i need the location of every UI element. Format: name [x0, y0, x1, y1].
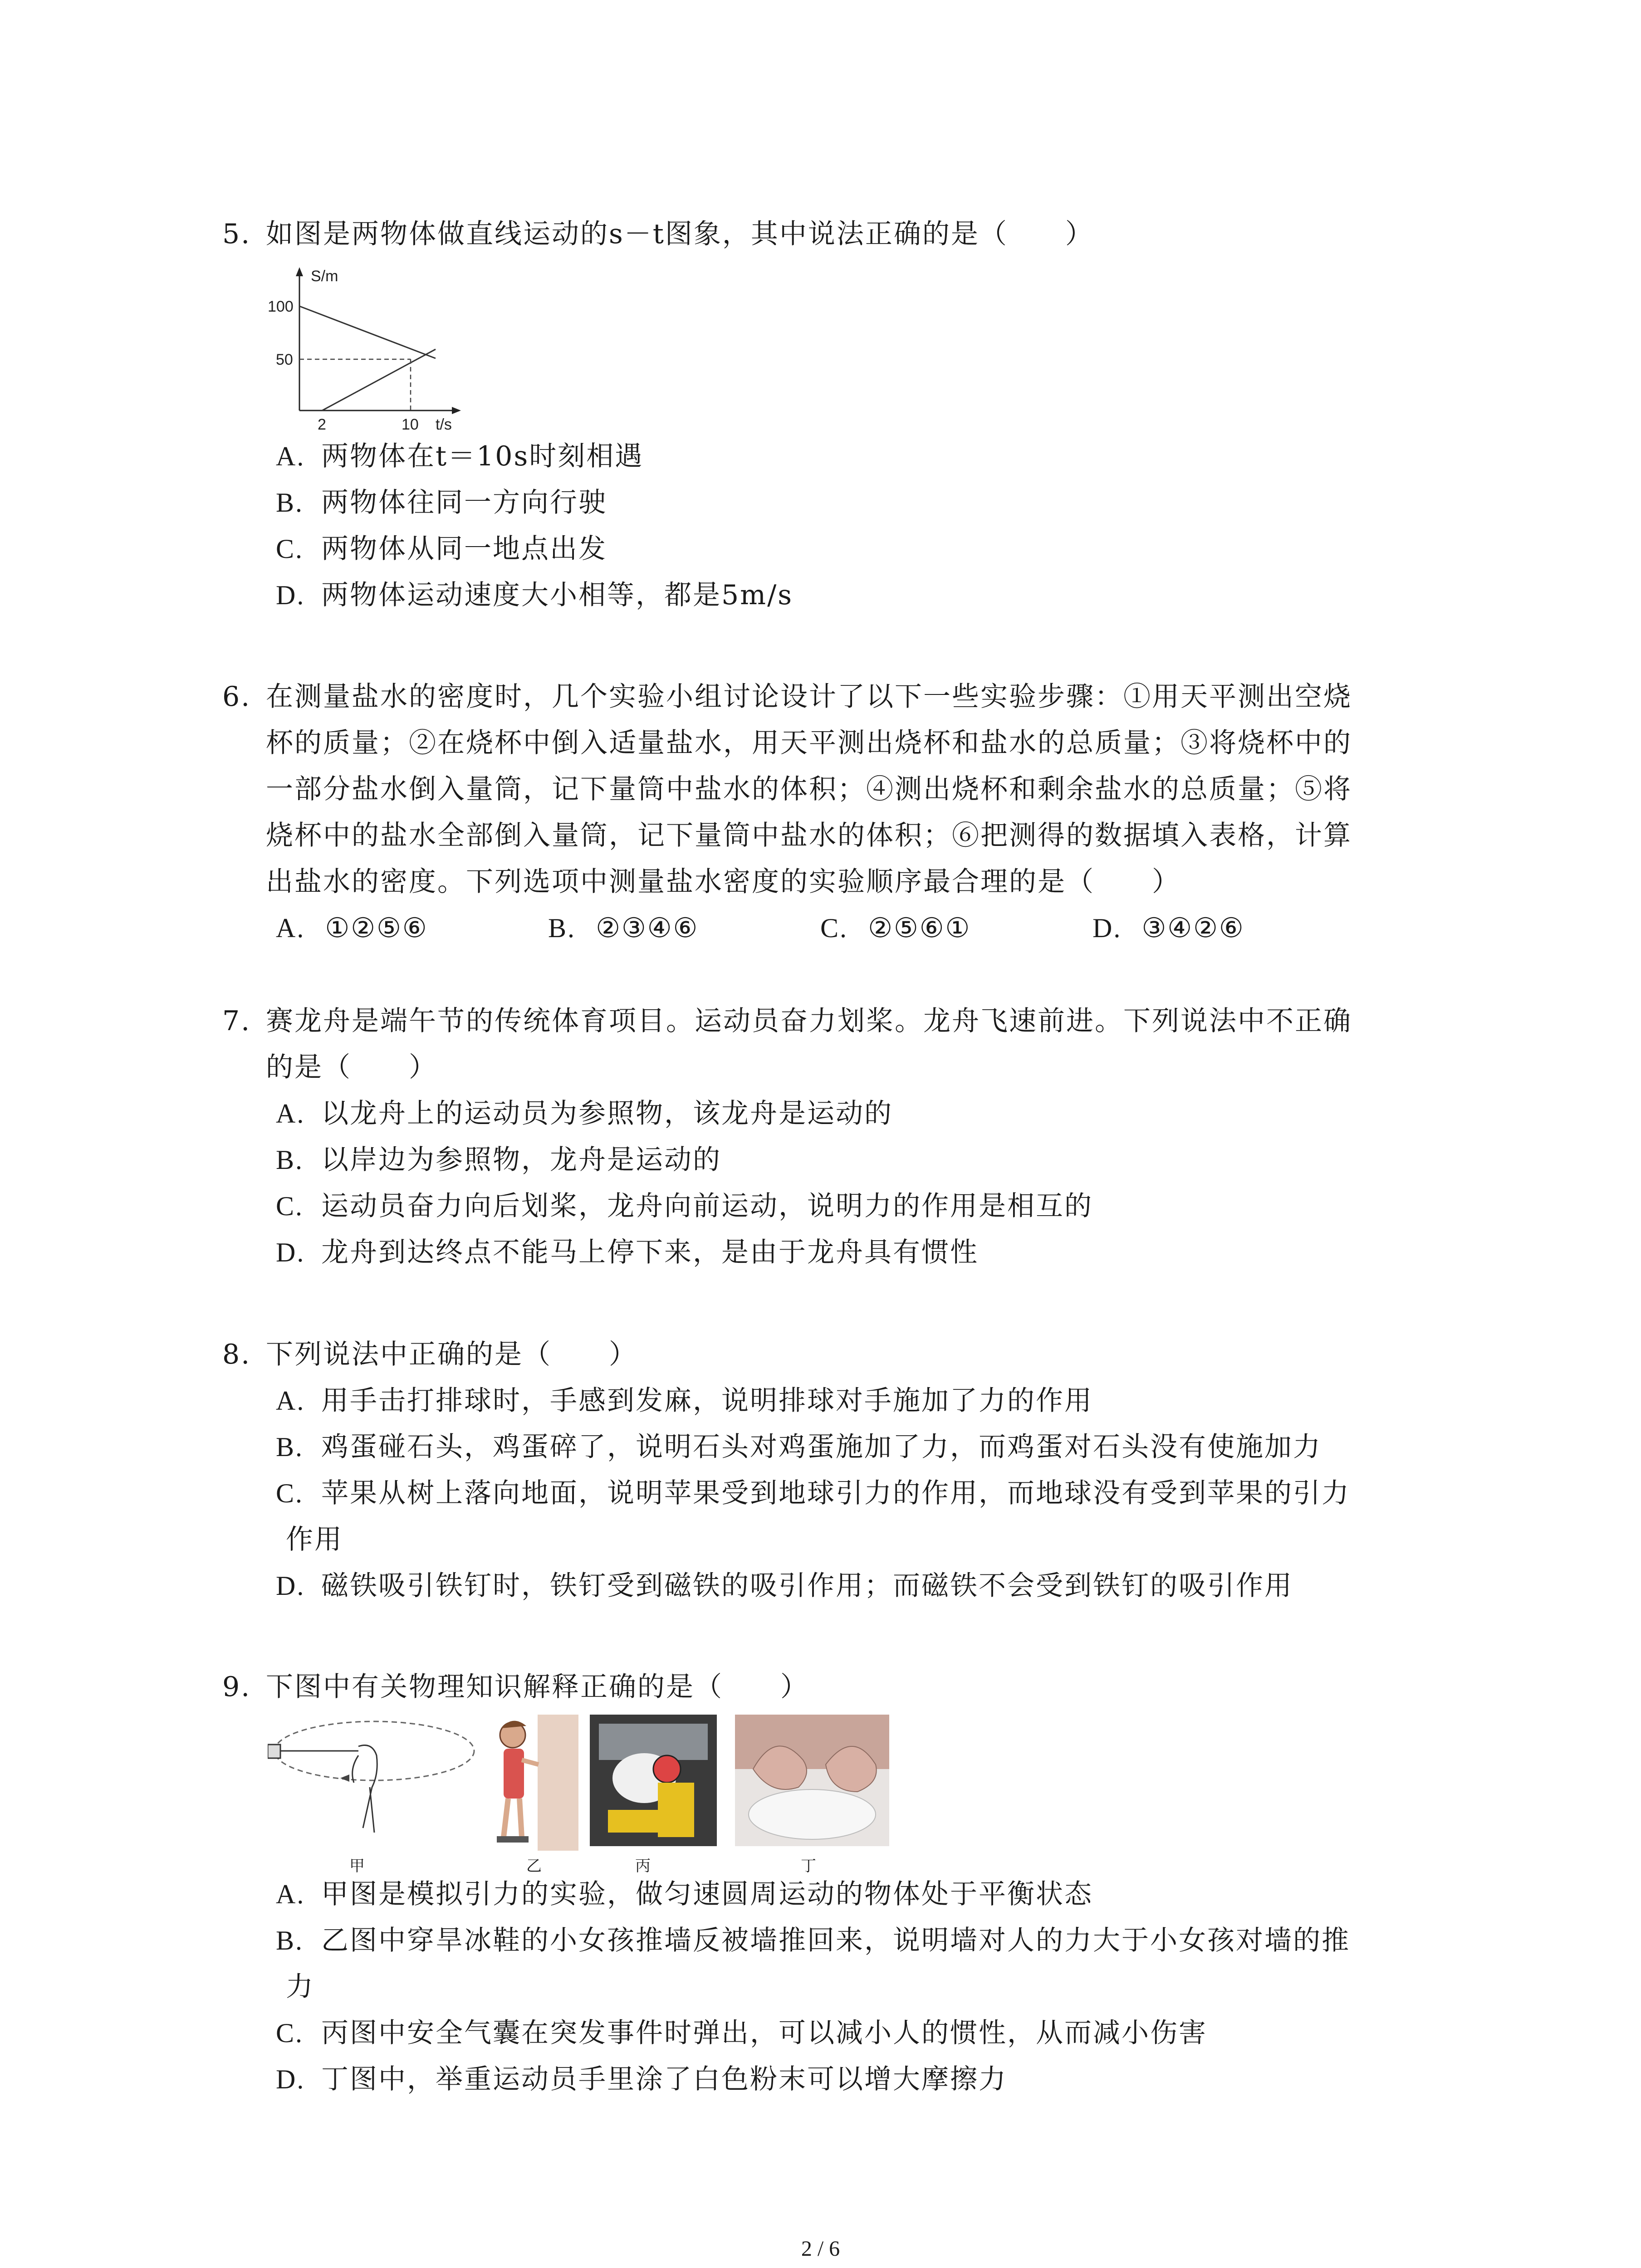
- option-text: 鸡蛋碰石头，鸡蛋碎了，说明石头对鸡蛋施加了力，而鸡蛋对石头没有使施加力: [321, 1431, 1322, 1463]
- question-5-options: [222, 433, 1438, 618]
- option-label: C.: [276, 2018, 304, 2048]
- option-label: C.: [276, 1191, 304, 1221]
- y-tick-50: 50: [276, 351, 293, 368]
- y-axis-label: S/m: [311, 268, 338, 285]
- option-text: 两物体在t＝10s时刻相遇: [321, 440, 644, 472]
- option-text: 甲图是模拟引力的实验，做匀速圆周运动的物体处于平衡状态: [321, 1878, 1093, 1910]
- option-label: D.: [1092, 913, 1122, 943]
- option-b[interactable]: [276, 1137, 1438, 1183]
- y-axis-arrow: [296, 267, 303, 276]
- option-text: 两物体往同一方向行驶: [321, 487, 607, 518]
- x-tick-2: 2: [318, 416, 326, 433]
- option-c[interactable]: [820, 905, 1092, 951]
- question-number: 9.: [222, 1671, 251, 1703]
- option-label: A.: [276, 1386, 305, 1416]
- question-7: [222, 998, 1438, 1276]
- x-axis-arrow: [452, 407, 461, 414]
- option-label: B.: [276, 488, 304, 518]
- s-t-graph: [254, 261, 472, 435]
- option-b[interactable]: [548, 905, 820, 951]
- option-label: A.: [276, 441, 305, 471]
- option-text: 乙图中穿旱冰鞋的小女孩推墙反被墙推回来，说明墙对人的力大于小女孩对墙的推: [321, 1925, 1350, 1956]
- option-label: B.: [276, 1926, 304, 1955]
- option-b[interactable]: [276, 479, 1438, 526]
- option-c[interactable]: [276, 526, 1438, 572]
- option-text: ②③④⑥: [596, 912, 699, 944]
- option-d[interactable]: [1092, 905, 1365, 951]
- question-stem: [222, 998, 1438, 1090]
- option-d[interactable]: [276, 1563, 1438, 1609]
- stem-text: 下图中有关物理知识解释正确的是（ ）: [266, 1671, 809, 1703]
- question-stem: [222, 1331, 1438, 1378]
- stem-line: 在测量盐水的密度时，几个实验小组讨论设计了以下一些实验步骤：①用天平测出空烧: [266, 681, 1352, 713]
- option-text-wrap: 力: [286, 1971, 314, 2003]
- option-a[interactable]: [276, 1378, 1438, 1424]
- option-text: 丙图中安全气囊在突发事件时弹出，可以减小人的惯性，从而减小伤害: [321, 2017, 1207, 2049]
- option-c[interactable]: [276, 1183, 1438, 1229]
- option-b[interactable]: [276, 1424, 1438, 1470]
- option-d[interactable]: [276, 572, 1438, 618]
- option-text-wrap: 作用: [286, 1524, 343, 1555]
- option-text: 龙舟到达终点不能马上停下来，是由于龙舟具有惯性: [321, 1237, 979, 1268]
- option-d[interactable]: [276, 2056, 1438, 2102]
- stem-text: 下列说法中正确的是（ ）: [266, 1339, 637, 1370]
- question-5: [222, 211, 1438, 257]
- option-a[interactable]: [276, 433, 1438, 479]
- question-number: 8.: [222, 1339, 251, 1370]
- question-number: 5.: [222, 218, 251, 250]
- option-text: 丁图中，举重运动员手里涂了白色粉末可以增大摩擦力: [321, 2063, 1007, 2095]
- stem-line: 出盐水的密度。下列选项中测量盐水密度的实验顺序最合理的是（ ）: [266, 866, 1181, 898]
- option-text: ③④②⑥: [1141, 912, 1245, 944]
- x-axis-label: t/s: [436, 416, 452, 433]
- question-stem: [222, 211, 1438, 257]
- figure-label: 甲: [349, 1857, 365, 1875]
- option-label: D.: [276, 2064, 305, 2094]
- question-9: [222, 1664, 1438, 1710]
- question-number: 7.: [222, 1005, 251, 1037]
- figure-bing: [590, 1715, 717, 1875]
- option-label: A.: [276, 1879, 305, 1909]
- stem-line: 的是（ ）: [266, 1051, 437, 1083]
- figure-jia: [268, 1715, 481, 1875]
- option-d[interactable]: [276, 1229, 1438, 1276]
- option-text: 以岸边为参照物，龙舟是运动的: [321, 1144, 721, 1176]
- question-9-options: [222, 1871, 1438, 2102]
- option-label: D.: [276, 1237, 305, 1267]
- question-8: [222, 1331, 1438, 1609]
- option-label: C.: [276, 534, 304, 564]
- option-text: 磁铁吸引铁钉时，铁钉受到磁铁的吸引作用；而磁铁不会受到铁钉的吸引作用: [321, 1570, 1293, 1602]
- option-text: 两物体从同一地点出发: [321, 533, 607, 565]
- option-a[interactable]: [276, 1871, 1438, 1917]
- option-label: C.: [276, 1478, 304, 1508]
- question-stem: [222, 674, 1438, 905]
- question-stem: [222, 1664, 1438, 1710]
- option-c[interactable]: [276, 2010, 1438, 2056]
- figure-ding: [735, 1715, 889, 1875]
- option-b[interactable]: [276, 1917, 1438, 2010]
- stem-line: 杯的质量；②在烧杯中倒入适量盐水，用天平测出烧杯和盐水的总质量；③将烧杯中的: [266, 727, 1352, 759]
- option-a[interactable]: [276, 905, 548, 951]
- option-label: D.: [276, 1571, 305, 1601]
- line-object-2: [322, 349, 436, 411]
- option-a[interactable]: [276, 1090, 1438, 1137]
- stem-line: 一部分盐水倒入量筒，记下量筒中盐水的体积；④测出烧杯和剩余盐水的总质量；⑤将: [266, 773, 1352, 805]
- stem-text: 如图是两物体做直线运动的s－t图象，其中说法正确的是（ ）: [266, 218, 1094, 250]
- y-tick-100: 100: [268, 298, 294, 315]
- stem-line: 烧杯中的盐水全部倒入量筒，记下量筒中盐水的体积；⑥把测得的数据填入表格，计算: [266, 820, 1352, 851]
- option-c[interactable]: [276, 1470, 1438, 1563]
- option-text: 运动员奋力向后划桨，龙舟向前运动，说明力的作用是相互的: [321, 1190, 1093, 1222]
- x-tick-10: 10: [402, 416, 419, 433]
- stem-line: 赛龙舟是端午节的传统体育项目。运动员奋力划桨。龙舟飞速前进。下列说法中不正确: [266, 1005, 1352, 1037]
- figure-yi: [488, 1715, 578, 1875]
- option-text: 两物体运动速度大小相等，都是5m/s: [321, 579, 794, 611]
- option-text: 以龙舟上的运动员为参照物，该龙舟是运动的: [321, 1098, 893, 1129]
- option-label: A.: [276, 913, 305, 943]
- option-label: A.: [276, 1099, 305, 1129]
- figure-label: 丙: [635, 1857, 651, 1875]
- option-text: 用手击打排球时，手感到发麻，说明排球对手施加了力的作用: [321, 1385, 1093, 1417]
- options-row: [276, 905, 1438, 951]
- option-text: ①②⑤⑥: [325, 912, 428, 944]
- figure-label: 乙: [526, 1857, 542, 1875]
- option-text: 苹果从树上落向地面，说明苹果受到地球引力的作用，而地球没有受到苹果的引力: [321, 1477, 1350, 1509]
- option-label: C.: [820, 913, 848, 943]
- option-text: ②⑤⑥①: [868, 912, 971, 944]
- option-label: B.: [548, 913, 576, 943]
- line-object-1: [299, 306, 436, 358]
- option-label: B.: [276, 1145, 304, 1175]
- figure-label: 丁: [801, 1857, 816, 1875]
- question-number: 6.: [222, 681, 251, 713]
- page-number: 2 / 6: [801, 2237, 840, 2261]
- question-6: [222, 674, 1438, 951]
- option-label: D.: [276, 580, 305, 610]
- option-label: B.: [276, 1432, 304, 1462]
